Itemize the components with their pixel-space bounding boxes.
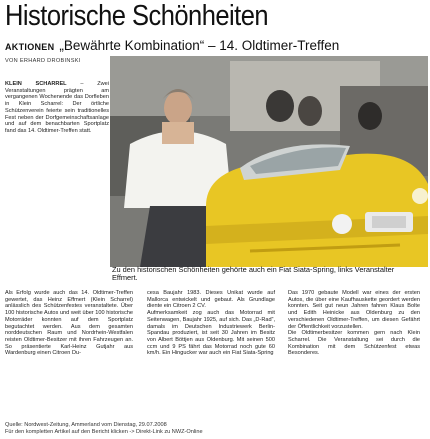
- teaser-text: – Zwei Veranstaltungen prägten am vergangenen Wochenende das Dorfleben in Klein Scharrel: Der örtliche Schützenverein feierte sein traditionelles Fest neben der Dorfgemeinschaftsanlage und auf dem benachbarten Sportplatz fand das 14. Oldtimer-Treffen statt.: [5, 81, 110, 134]
- article-byline: VON ERHARD DROBINSKI: [5, 58, 81, 64]
- article-headline: Historische Schönheiten: [5, 0, 269, 32]
- article-column-3: Das 1970 gebaute Modell war eines der ersten Autos, die über eine Kaufhauskette geordert werden konnten. Seit gut neun Jahren fahren Klaus Bolte und Edith Heinicke aus Oldenburg zu den verschiedenen Oldtimer-Treffen, um diesen Gefährt der Öffentlichkeit vorzustellen. Die Oldtimerbesitzer kommen gern nach Klein Scharrel. Die Veranstaltung sei durch die Kombination mit dem Schützenfest etwas Besonderes.: [288, 290, 420, 357]
- article-teaser: [5, 81, 109, 135]
- section-kicker: AKTIONEN: [5, 42, 55, 52]
- article-column-2: cesa Baujahr 1983. Dieses Unikat wurde auf Mallorca entwickelt und gebaut. Als Grundlage diente ein Citroen 2 CV. Aufmerksamkeit zog auch das Motorrad mit Seitenwagen, Baujahr 1925, auf sich. Das „D-Rad“, damals im Deutschen Industriewerk Berlin-Spandau produziert, ist seit 30 Jahren im Besitz von Albert Böttjen aus Oldenburg. Mit seinen 500 ccm und 9 PS fährt das Motorrad noch gute 60 km/h. Ein Hingucker war auch ein Fiat Siata-Spring: [147, 290, 275, 357]
- article-photo: [110, 56, 428, 267]
- teaser-dateline: KLEIN SCHARREL: [5, 81, 67, 87]
- source-line: Quelle: Nordwest-Zeitung, Ammerland vom Dienstag, 29.07.2008: [5, 422, 167, 428]
- article-subheadline: „Bewährte Kombination“ – 14. Oldtimer-Treffen: [59, 38, 340, 53]
- photo-caption: Zu den historischen Schönheiten gehörte auch ein Fiat Siata-Spring, links Veranstalter Effmert.: [112, 265, 395, 283]
- article-column-1: Als Erfolg wurde auch das 14. Oldtimer-Treffen gewertet, das Heinz Effmert (Klein Scharrel) anlässlich des Schützenfestes veranstaltete. Über 100 historische Autos und weit über 100 historische Motorräder konnten auf dem Sportplatz begutachtet werden. Aus dem gesamten norddeutschen Raum und Nordrhein-Westfalen reisten Oldtimer-Besitzer mit ihren Fahrzeugen an. So präsentierte Karl-Heinz Gutjahr aus Wardenburg einen Citroen Du-: [5, 290, 133, 357]
- full-article-link[interactable]: Für den kompletten Artikel auf den Bericht klicken -> Direkt-Link zu NWZ-Online: [5, 429, 203, 435]
- subheadline-row: [5, 38, 430, 55]
